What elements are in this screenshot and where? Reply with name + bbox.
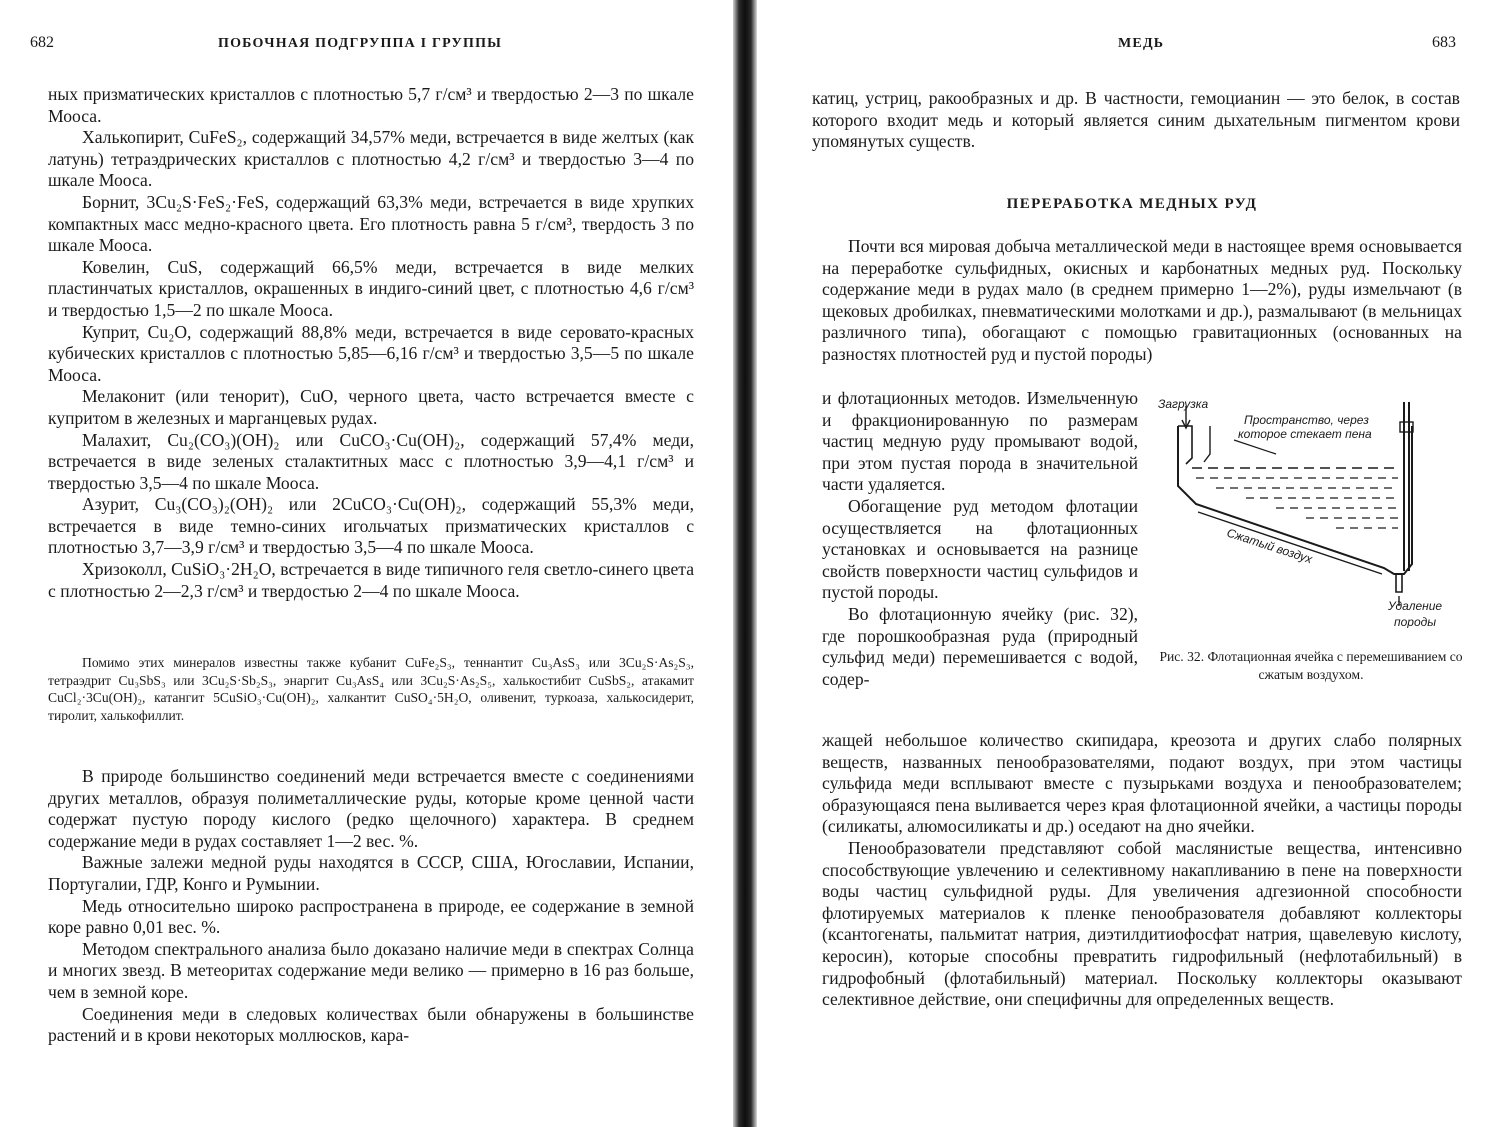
right-page-number: 683 xyxy=(1432,34,1456,51)
label-space-2: которое стекает пена xyxy=(1238,427,1372,441)
label-space-1: Пространство, через xyxy=(1244,413,1369,427)
paragraph: Пенообразователи представляют собой маслянистые вещества, интенсивно способствующие увлечению и селективному накапливанию в пене на поверхности воды частиц сульфидной руды. Для увеличения адгезионной способности флотируемых материалов к пленке пенообразователя добавляют коллекторы (ксантогенаты, пальмитат натрия, диэтилдитиофосфат натрия, щавелевую кислоту, керосин), которые способны превратить гидрофильный (нефлотабильный) в гидрофобный (флотабильный) материал. Поскольку коллекторы оказывают селективное действие, они специфичны для определенных веществ. xyxy=(822,837,1462,1010)
narrow-column-text xyxy=(822,388,1138,690)
paragraph-chalcopyrite: Халькопирит, CuFeS₂, содержащий 34,57% меди, встречается в виде желтых (как латунь) тетраэдрических кристаллов с плотностью 4,2 г/см³ и твердостью 3—4 по шкале Мооса. xyxy=(48,127,694,191)
paragraph-azurite: Азурит, Cu₃(CO₃)₂(OH)₂ или 2CuCO₃·Cu(OH)₂, содержащий 55,3% меди, встречается в виде темно-синих игольчатых призматических кристаллов с плотностью 3,7—3,9 г/см³ и твердостью 3,5—4 по шкале Мооса. xyxy=(48,494,694,558)
label-removal-1: Удаление xyxy=(1388,599,1443,613)
paragraph: Соединения меди в следовых количествах были обнаружены в большинстве растений и в крови некоторых моллюсков, кара- xyxy=(48,1003,694,1046)
left-main-text-2 xyxy=(48,766,694,1047)
paragraph-chrysocolla: Хризоколл, CuSiO₃·2H₂O, встречается в виде типичного геля светло-синего цвета с плотностью 2—2,3 г/см³ и твердостью 2—4 по шкале Мооса. xyxy=(48,559,694,601)
paragraph: Во флотационную ячейку (рис. 32), где порошкообразная руда (природный сульфид меди) перемешивается с водой, содер- xyxy=(822,603,1138,689)
right-bottom-text xyxy=(822,730,1462,1011)
paragraph: ных призматических кристаллов с плотностью 5,7 г/см³ и твердостью 2—3 по шкале Мооса. xyxy=(48,84,694,126)
paragraph: и флотационных методов. Измельченную и фракционированную по размерам частиц медную руду промывают водой, при этом пустая порода в значительной части удаляется. xyxy=(822,388,1138,495)
section-title: ПЕРЕРАБОТКА МЕДНЫХ РУД xyxy=(1006,196,1258,212)
figure-caption: Рис. 32. Флотационная ячейка с перемешиванием со сжатым воздухом. xyxy=(1159,649,1463,682)
left-page-number: 682 xyxy=(30,34,54,51)
flotation-cell-figure xyxy=(1156,396,1466,628)
paragraph-covellite: Ковелин, CuS, содержащий 66,5% меди, встречается в виде мелких пластинчатых кристаллов, окрашенных в индиго-синий цвет, с плотностью 4,6 г/см³ и твердостью 1,5—2 по шкале Мооса. xyxy=(48,256,694,320)
paragraph-melaconite: Мелаконит (или тенорит), CuO, черного цвета, часто встречается вместе с купритом в железных и марганцевых рудах. xyxy=(48,386,694,428)
intro-paragraph: Почти вся мировая добыча металлической меди в настоящее время основывается на переработке сульфидных, окисных и карбонатных медных руд. Поскольку содержание меди в рудах мало (в среднем примерно 1—2%), руды измельчают (в щековых дробилках, пневматическими молотками и др.), размалывают (в мельницах различного типа), обогащают с помощью гравитационных (основанных на разностях плотностей руд и пустой породы) xyxy=(822,236,1462,364)
book-spine xyxy=(733,0,757,1127)
paragraph: Методом спектрального анализа было доказано наличие меди в спектрах Солнца и многих звезд. В метеоритах содержание меди велико — примерно в 16 раз больше, чем в земной коре. xyxy=(48,938,694,1002)
label-air: Сжатый воздух xyxy=(1225,525,1314,567)
paragraph: жащей небольшое количество скипидара, креозота и других слабо полярных веществ, названных пенообразователями, подают воздух, при этом частицы сульфида меди всплывают вместе с пузырьками воздуха и пенообразователем; образующаяся пена выливается через края флотационной ячейки, а частицы породы (силикаты, алюмосиликаты и др.) оседают на дно ячейки. xyxy=(822,730,1462,837)
label-removal-2: породы xyxy=(1394,615,1437,628)
paragraph: Важные залежи медной руды находятся в СССР, США, Югославии, Испании, Португалии, ГДР, Конго и Румынии. xyxy=(48,852,694,894)
label-load: Загрузка xyxy=(1158,397,1209,411)
paragraph: Обогащение руд методом флотации осуществляется на флотационных установках и основывается на разнице свойств поверхности частиц сульфидов и пустой породы. xyxy=(822,495,1138,603)
small-print-note: Помимо этих минералов известны также кубанит CuFe₂S₃, теннантит Cu₃AsS₃ или 3Cu₂S·As₂S₃, тетраэдрит Cu₃SbS₃ или 3Cu₂S·Sb₂S₃, энаргит Cu₃AsS₄ или 3Cu₂S·As₂S₅, халькостибит CuSbS₂, атакамит CuCl₂·3Cu(OH)₂, катангит 5CuSiO₃·Cu(OH)₂, халкантит CuSO₄·5H₂O, оливенит, туркоаза, халькосидерит, тиролит, халькофиллит. xyxy=(48,655,694,723)
left-main-text xyxy=(48,84,694,602)
paragraph: катиц, устриц, ракообразных и др. В частности, гемоцианин — это белок, в состав которого входит медь и который является синим дыхательным пигментом крови упомянутых существ. xyxy=(812,88,1460,152)
paragraph-cuprite: Куприт, Cu₂O, содержащий 88,8% меди, встречается в виде серовато-красных кубических кристаллов с плотностью 5,85—6,16 г/см³ и твердостью 3,5—5 по шкале Мооса. xyxy=(48,321,694,385)
right-page xyxy=(760,0,1504,1127)
paragraph-bornite: Борнит, 3Cu₂S·FeS₂·FeS, содержащий 63,3% меди, встречается в виде хрупких компактных масс медно-красного цвета. Его плотность равна 5 г/см³, твердость 3 по шкале Мооса. xyxy=(48,191,694,256)
paragraph: Медь относительно широко распространена в природе, ее содержание в земной коре равно 0,01 вес. %. xyxy=(48,895,694,938)
paragraph: В природе большинство соединений меди встречается вместе с соединениями других металлов, образуя полиметаллические руды, которые кроме ценной части содержат пустую породу кислого (редко щелочного) характера. В среднем содержание меди в рудах составляет 1—2 вес. %. xyxy=(48,766,694,851)
paragraph-malachite: Малахит, Cu₂(CO₃)(OH)₂ или CuCO₃·Cu(OH)₂, содержащий 57,4% меди, встречается в виде зеленых сталактитных масс с плотностью 3,9—4,1 г/см³ и твердостью 3,5—4 по шкале Мооса. xyxy=(48,429,694,493)
left-running-head: ПОБОЧНАЯ ПОДГРУППА I ГРУППЫ xyxy=(218,36,503,51)
right-running-head: МЕДЬ xyxy=(1118,36,1165,51)
left-page xyxy=(0,0,730,1127)
